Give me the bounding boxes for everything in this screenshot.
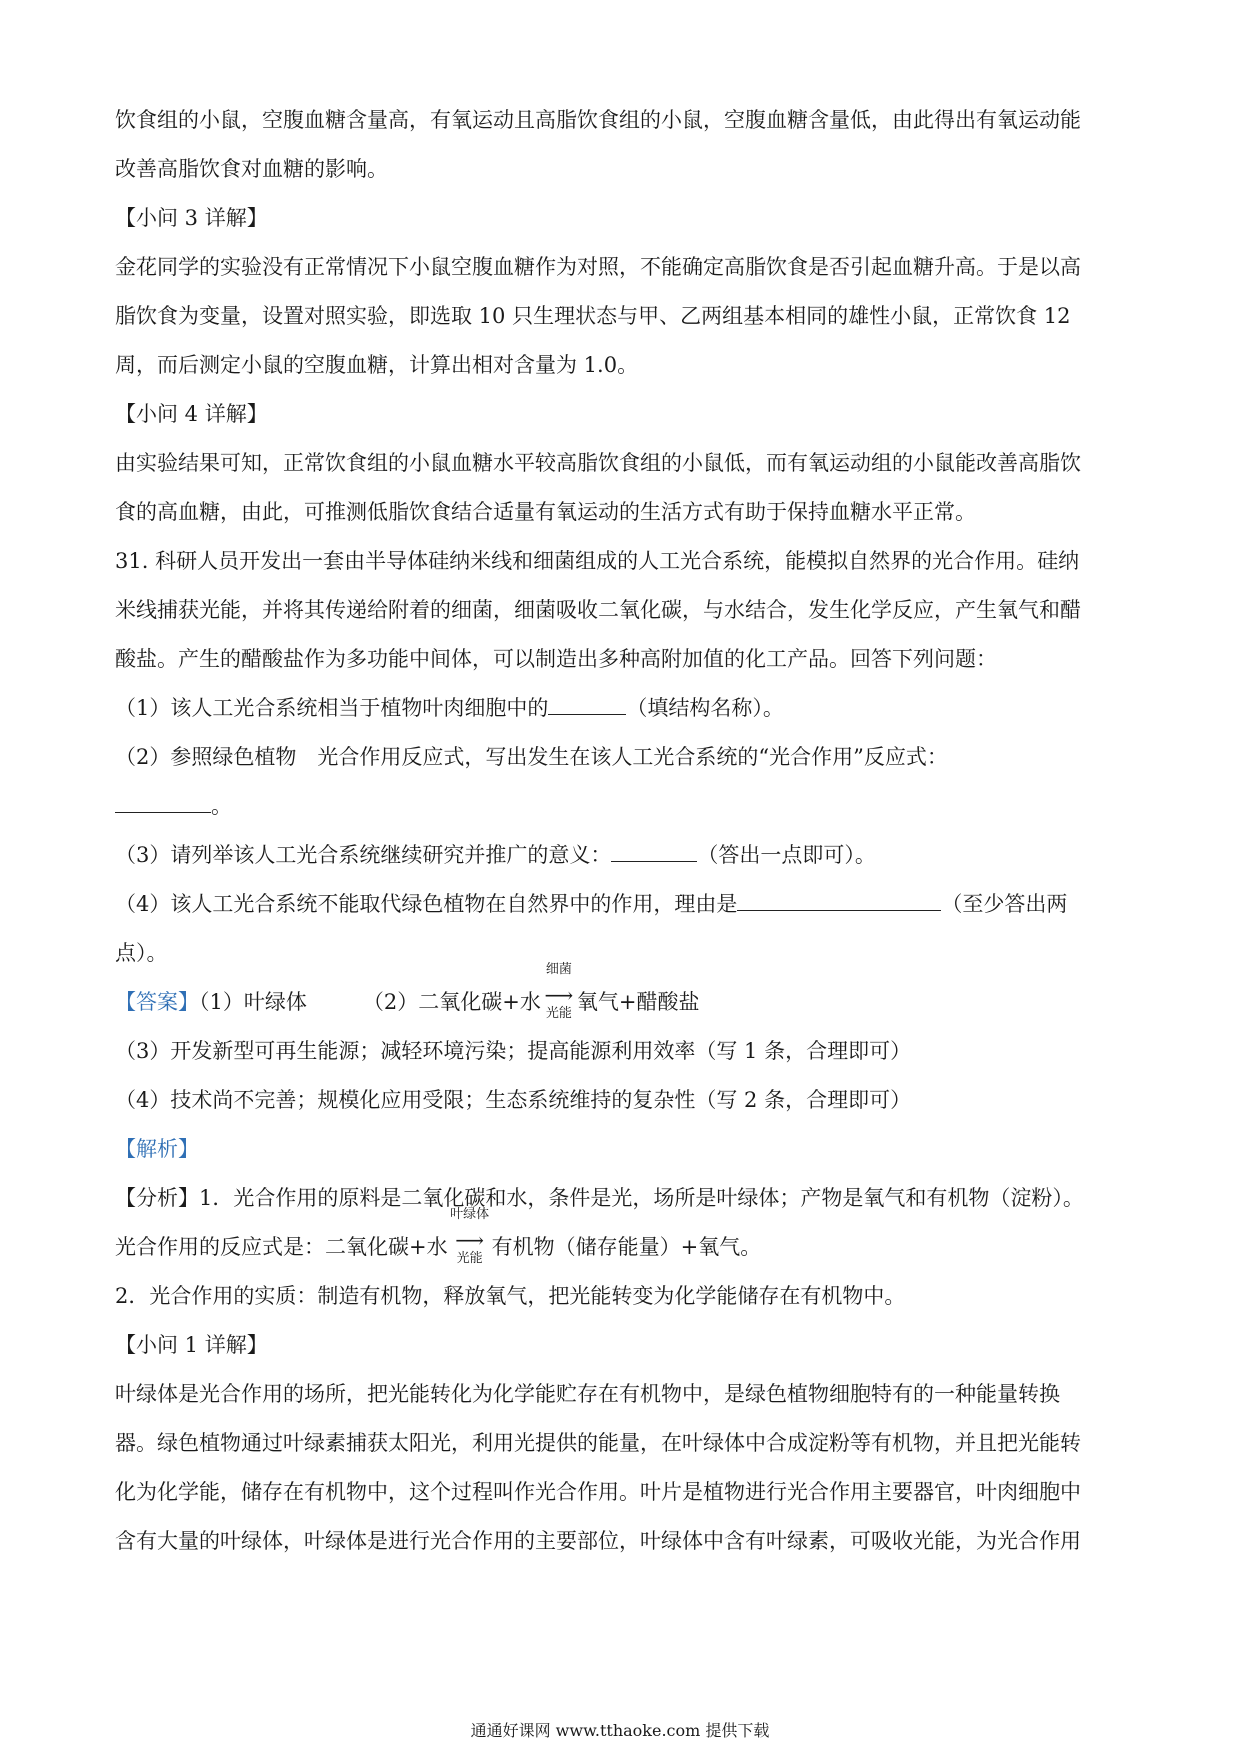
- sub-question-2: [115, 733, 1125, 782]
- answer-line: （3）开发新型可再生能源；减轻环境污染；提高能源利用效率（写 1 条，合理即可）: [115, 1039, 912, 1063]
- sub-question-text: （3）请列举该人工光合系统继续研究并推广的意义：: [115, 843, 612, 867]
- analysis-line: 含有大量的叶绿体，叶绿体是进行光合作用的主要部位，叶绿体中含有叶绿素，可吸收光能，为光合作用: [115, 1529, 1081, 1553]
- section-heading: 【小问 3 详解】: [115, 206, 268, 230]
- sub-question-text: （答出一点即可）。: [697, 843, 876, 867]
- section-heading: 【小问 1 详解】: [115, 1333, 268, 1357]
- answer-text: （2）二氧化碳+水: [362, 990, 541, 1014]
- sub-question-text: （1）该人工光合系统相当于植物叶肉细胞中的: [115, 696, 549, 720]
- text-line: 周，而后测定小鼠的空腹血糖，计算出相对含量为 1.0。: [115, 353, 639, 377]
- sub-question-text: 。: [211, 794, 232, 818]
- question-stem: 31. 科研人员开发出一套由半导体硅纳米线和细菌组成的人工光合系统，能模拟自然界的光合作用。硅纳: [115, 549, 1080, 573]
- reaction-condition-top: 叶绿体: [450, 1207, 490, 1222]
- answer-blank: [548, 696, 626, 715]
- answer-tag: 【答案】: [115, 990, 199, 1014]
- sub-question-3: [115, 831, 1125, 880]
- analysis-tag: 【解析】: [115, 1137, 199, 1161]
- reaction-arrow: [541, 962, 577, 1021]
- analysis-text: 有机物（储存能量）+氧气。: [491, 1235, 762, 1259]
- sub-question-text: （2）参照绿色植物 光合作用反应式，写出发生在该人工光合系统的“光合作用”反应式：: [115, 745, 948, 769]
- answer-text: （1）叶绿体: [199, 990, 307, 1014]
- text-line: 金花同学的实验没有正常情况下小鼠空腹血糖作为对照，不能确定高脂饮食是否引起血糖升高。于是以高: [115, 255, 1081, 279]
- sub-question-text: （填结构名称）。: [626, 696, 784, 720]
- reaction-condition-bottom: 光能: [456, 1251, 483, 1266]
- reaction-condition-top: 细菌: [545, 962, 572, 977]
- text-line: 脂饮食为变量，设置对照实验，即选取 10 只生理状态与甲、乙两组基本相同的雄性小鼠，正常饮食 12: [115, 304, 1071, 328]
- section-heading: 【小问 4 详解】: [115, 402, 268, 426]
- sub-question-4-cont: 点）。: [115, 941, 168, 965]
- reaction-arrow: [448, 1207, 492, 1266]
- analysis-line: 叶绿体是光合作用的场所，把光能转化为化学能贮存在有机物中，是绿色植物细胞特有的一种能量转换: [115, 1382, 1060, 1406]
- sub-question-text: （4）该人工光合系统不能取代绿色植物在自然界中的作用，理由是: [115, 892, 738, 916]
- text-line: 食的高血糖，由此，可推测低脂饮食结合适量有氧运动的生活方式有助于保持血糖水平正常。: [115, 500, 976, 524]
- sub-question-text: （至少答出两: [941, 892, 1068, 916]
- arrow-icon: ⟶: [455, 1228, 484, 1252]
- answer-line: [115, 962, 1125, 1027]
- analysis-line: 【分析】1．光合作用的原料是二氧化碳和水，条件是光，场所是叶绿体；产物是氧气和有机物（淀粉）。: [115, 1186, 1084, 1210]
- text-line: 饮食组的小鼠，空腹血糖含量高，有氧运动且高脂饮食组的小鼠，空腹血糖含量低，由此得出有氧运动能: [115, 108, 1081, 132]
- answer-blank: [611, 843, 697, 862]
- analysis-line: 化为化学能，储存在有机物中，这个过程叫作光合作用。叶片是植物进行光合作用主要器官，叶肉细胞中: [115, 1480, 1081, 1504]
- sub-question-2-blank: [115, 782, 1125, 831]
- answer-text: 氧气+醋酸盐: [576, 990, 700, 1014]
- page-footer: 通通好课网 www.tthaoke.com 提供下载: [470, 1721, 770, 1740]
- answer-line: （4）技术尚不完善；规模化应用受限；生态系统维持的复杂性（写 2 条，合理即可）: [115, 1088, 912, 1112]
- answer-blank: [737, 892, 941, 911]
- analysis-line: 器。绿色植物通过叶绿素捕获太阳光，利用光提供的能量，在叶绿体中合成淀粉等有机物，并且把光能转: [115, 1431, 1081, 1455]
- reaction-condition-bottom: 光能: [545, 1006, 572, 1021]
- question-stem: 米线捕获光能，并将其传递给附着的细菌，细菌吸收二氧化碳，与水结合，发生化学反应，产生氧气和醋: [115, 598, 1081, 622]
- question-stem: 酸盐。产生的醋酸盐作为多功能中间体，可以制造出多种高附加值的化工产品。回答下列问题：: [115, 647, 997, 671]
- arrow-icon: ⟶: [544, 983, 574, 1007]
- answer-blank: [115, 794, 211, 813]
- analysis-line: 2．光合作用的实质：制造有机物，释放氧气，把光能转变为化学能储存在有机物中。: [115, 1284, 906, 1308]
- text-line: 由实验结果可知，正常饮食组的小鼠血糖水平较高脂饮食组的小鼠低，而有氧运动组的小鼠能改善高脂饮: [115, 451, 1081, 475]
- document-body: [115, 96, 1125, 1566]
- sub-question-4: [115, 880, 1125, 929]
- analysis-line: [115, 1207, 1125, 1272]
- sub-question-1: [115, 684, 1125, 733]
- analysis-text: 光合作用的反应式是：二氧化碳+水: [115, 1235, 448, 1259]
- text-line: 改善高脂饮食对血糖的影响。: [115, 157, 388, 181]
